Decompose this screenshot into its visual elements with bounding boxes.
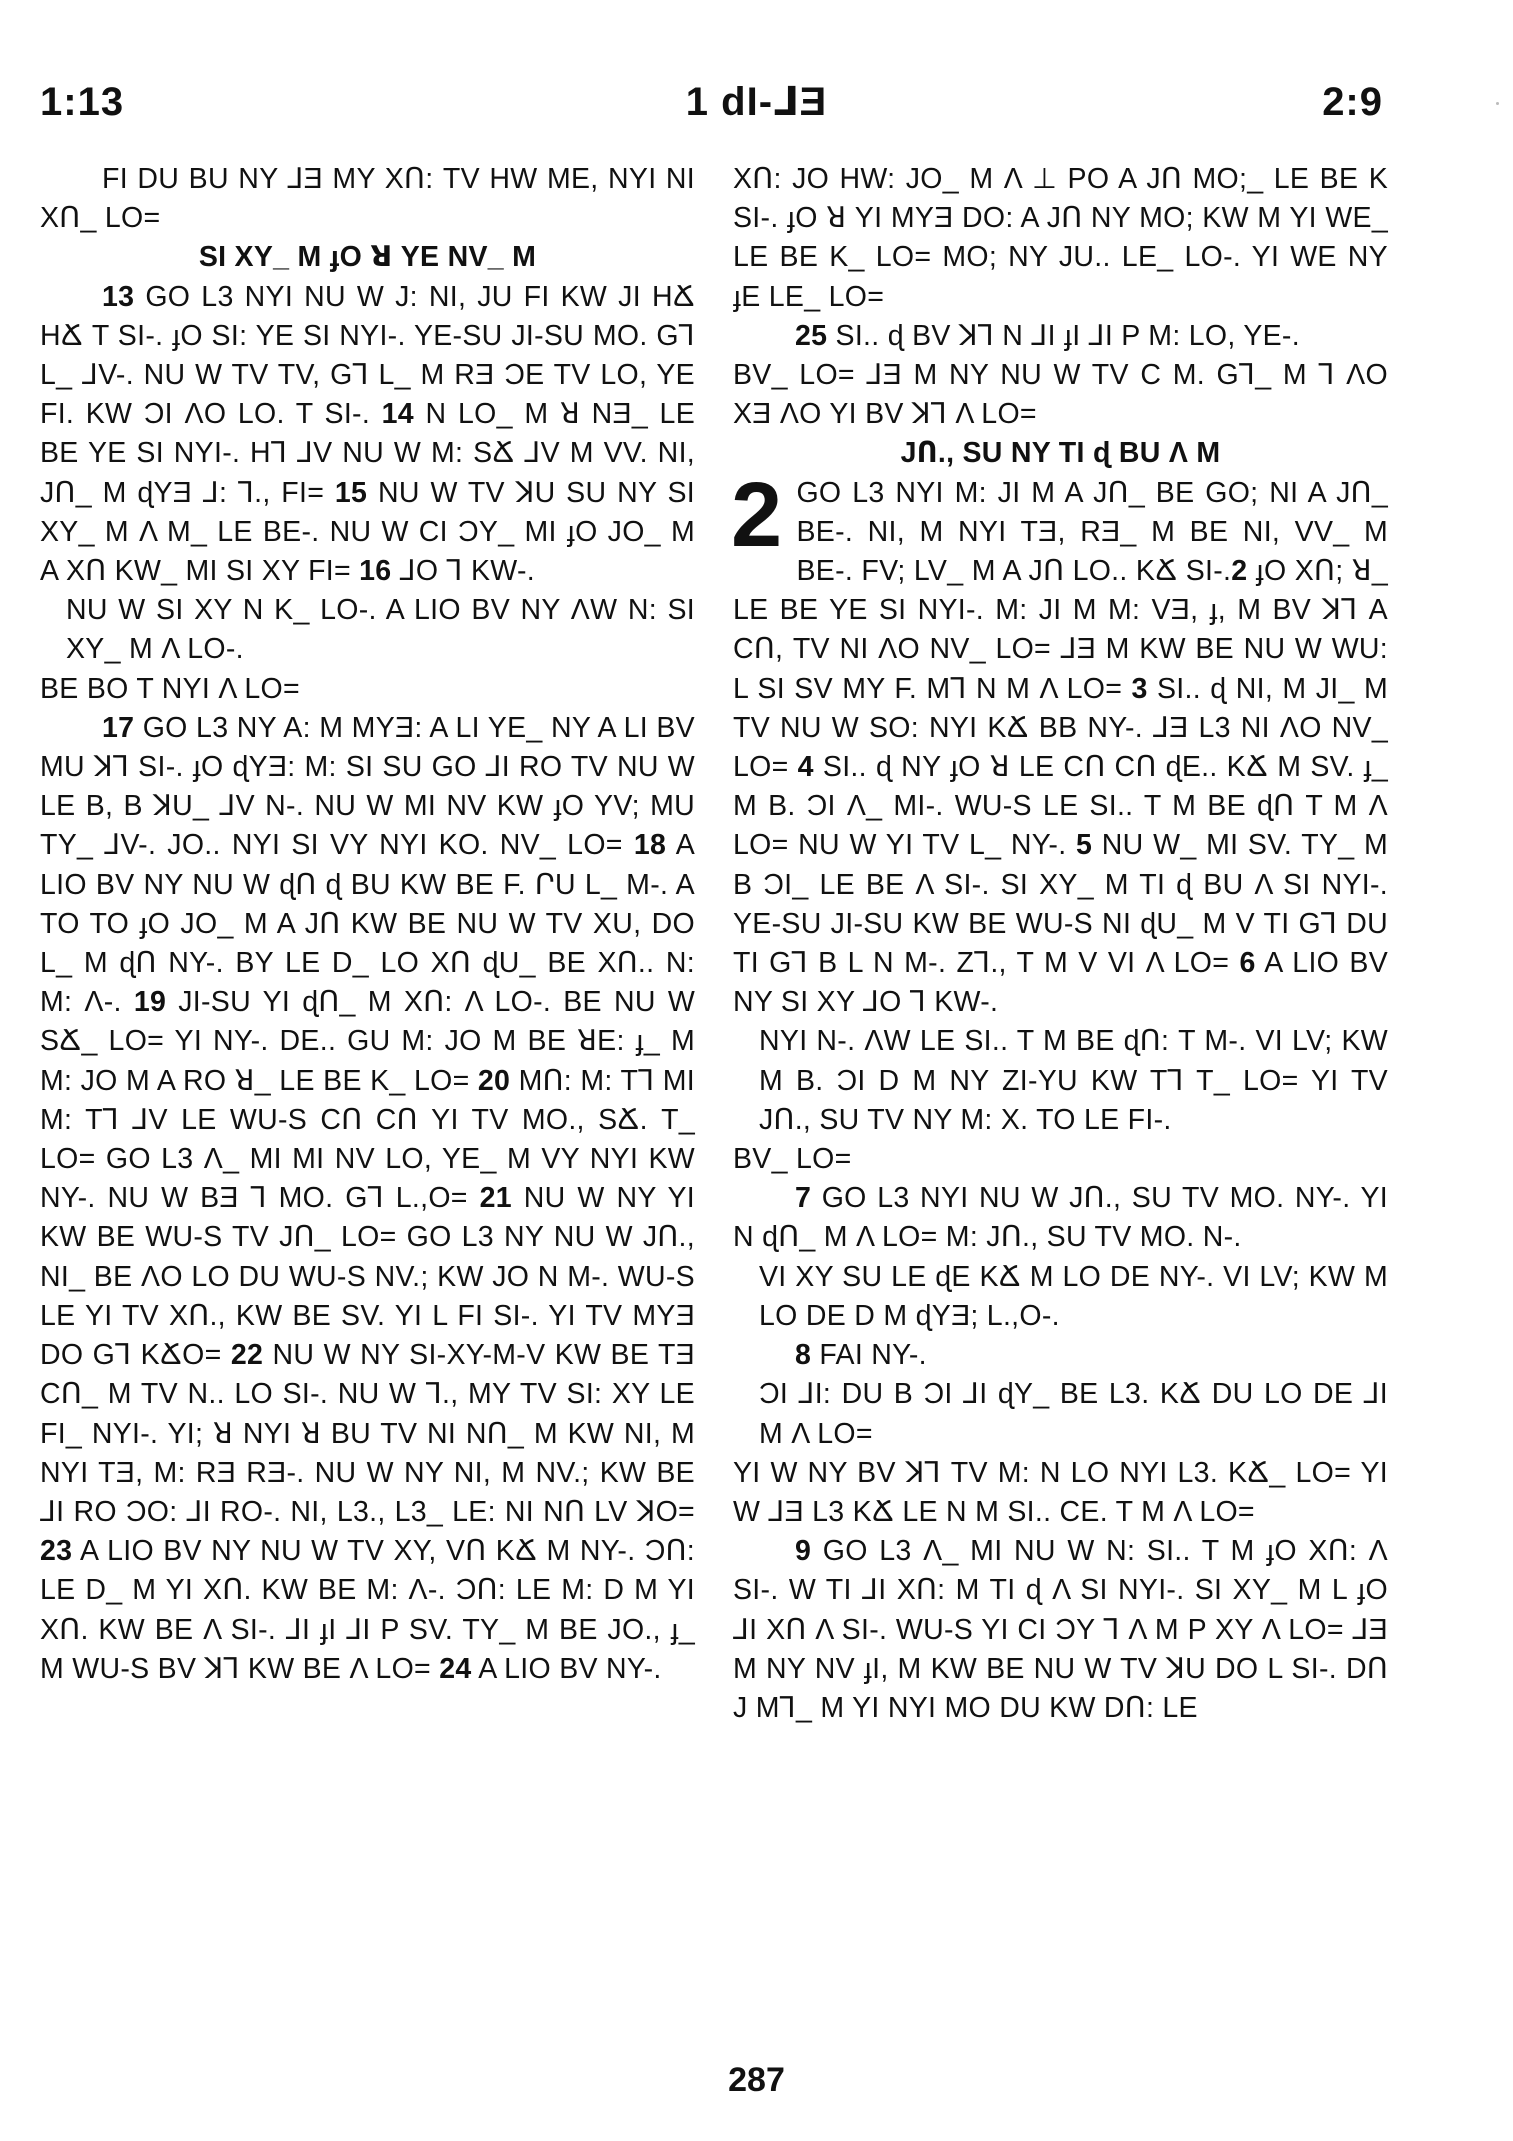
verse-text: JI-SU YI ɖՈ_ M XՈ: Λ LO-. BE NU W SՃ_ LO= YI NY-. DE.. GU M: JO M BE ꓤE: ɟ_ M M: JO M A RO ꓤ_ LE BE K_ LO= <box>40 986 696 1097</box>
text-paragraph <box>733 317 1388 356</box>
text-paragraph <box>40 670 695 709</box>
right-text-column <box>733 160 1388 1728</box>
verse-text: SI.. ɖ NI, M JI_ M TV NU W SO: NYI KՃ BB NY-. ⅃Ǝ L3 NI ΛO NV_ LO= <box>733 672 1389 784</box>
verse-number: 24 <box>439 1652 472 1685</box>
verse-text: A LIO BV NY NU W ɖՈ ɖ BU KW BE F. ՐU L_ M-. A TO TO ɟO JO_ M A JՈ KW BE NU W TV XU, DO L_ M ɖՈ NY-. BY LE D_ LO XՈ ɖU_ BE XՈ.. N: M: Λ-. <box>40 829 695 1019</box>
verse-text: NU W NY SI-XY-M-V KW BE TƎ CՈ_ M TV N.. LO SI-. NU W ⅂., MY TV SI: XY LE FI_ NYI-. YI; ꓤ NYI ꓤ BU TV NI NՈ_ M KW NI, M NYI TƎ, M: RƎ RƎ-. NU W NY NI, M NV.; KW BE ⅃I RO ƆO: ⅃I RO-. NI, L3., L3_ LE: NI NՈ LV ꓘO= <box>40 1339 695 1528</box>
text-paragraph <box>733 1532 1388 1728</box>
verse-number: 17 <box>102 711 135 744</box>
text-paragraph <box>40 709 695 1689</box>
verse-number: 9 <box>795 1535 812 1568</box>
verse-text: GO L3 Λ_ MI NU W N: SI.. T M ɟO XՈ: Λ SI-. W TI ⅃I XՈ: M TI ɖ Λ SI NYI-. SI XY_ M L ɟO ⅃I XՈ Λ SI-. WU-S YI CI ƆY ⅂ Λ M P XY Λ LO= ⅃Ǝ M NY NV ɟI, M KW BE NU W TV ꓘU DO L SI-. DՈ J M⅂_ M YI NYI MO DU KW DՈ: LE <box>733 1535 1389 1724</box>
verse-text: BV_ LO= <box>733 1143 852 1176</box>
verse-text: FAI NY-. <box>819 1339 927 1372</box>
text-paragraph <box>733 1022 1388 1140</box>
verse-text: SI.. ɖ BV ꓘ⅂ N ⅃I ɟI ⅃I P M: LO, YE-. <box>835 319 1300 352</box>
verse-number: 7 <box>795 1182 812 1215</box>
verse-text: BE BO T NYI Λ LO= <box>40 672 300 705</box>
verse-text: SI.. ɖ NY ɟO ꓤ LE CՈ CՈ ɖE.. KՃ M SV. ɟ_ M B. ƆI Λ_ MI-. WU-S LE SI.. T M BE ɖՈ T M Λ LO= NU W YI TV L_ NY-. <box>733 751 1389 862</box>
chapter-drop-cap: 2 <box>731 463 783 566</box>
verse-number: 16 <box>359 555 392 588</box>
verse-text: NU W NY YI KW BE WU-S TV JՈ_ LO= GO L3 NY NU W JՈ., NI_ BE ΛO LO DU WU-S NV.; KW JO N M-. WU-S LE YI TV XՈ., KW BE SV. YI L FI SI-. YI TV MYƎ DO G⅂ KՃO= <box>40 1182 695 1372</box>
verse-text: ƆI ⅃I: DU B ƆI ⅃I ɖY_ BE L3. KՃ DU LO DE ⅃I M Λ LO= <box>759 1378 1388 1450</box>
chapter-paragraph <box>731 463 1389 1023</box>
verse-text: VI XY SU LE ɖE KՃ M LO DE NY-. VI LV; KW M LO DE D M ɖYƎ; L.,O-. <box>759 1260 1388 1332</box>
text-paragraph <box>40 278 695 592</box>
scan-speck <box>1496 102 1499 105</box>
section-heading: SI XY_ M ɟO ꓤ YE NV_ M <box>198 241 537 274</box>
text-paragraph <box>40 160 695 238</box>
verse-number: 8 <box>795 1339 812 1372</box>
verse-number: 20 <box>477 1064 511 1097</box>
verse-text: GO L3 NYI NU W JՈ., SU TV MO. NY-. YI N ɖՈ_ M Λ LO= M: JՈ., SU TV MO. N-. <box>733 1182 1388 1254</box>
verse-text: YI W NY BV ꓘ⅂ TV M: N LO NYI L3. KՃ_ LO= YI W ⅃Ǝ L3 KՃ LE N M SI.. CE. T M Λ LO= <box>733 1456 1388 1528</box>
verse-number: 25 <box>795 319 828 352</box>
page-number: 287 <box>728 2061 785 2099</box>
verse-number: 22 <box>230 1339 264 1372</box>
verse-text: GO L3 NYI NU W J: NI, JU FI KW JI HՃ HՃ T SI-. ɟO SI: YE SI NYI-. YE-SU JI-SU MO. G⅂ L_ ⅃V-. NU W TV TV, G⅂ L_ M RƎ ƆE TV LO, YE FI. KW ƆI ΛO LO. T SI-. <box>40 280 695 431</box>
verse-number: 14 <box>381 398 414 431</box>
text-paragraph <box>733 1336 1388 1375</box>
verse-text: NU W_ MI SV. TY_ M B ƆI_ LE BE Λ SI-. SI XY_ M TI ɖ BU Λ SI NYI-. YE-SU JI-SU KW BE WU-S NI ɖU_ M V TI G⅂ DU TI G⅂ B L N M-. Z⅂., T M V VI Λ LO= <box>733 829 1388 980</box>
verse-text: BV_ LO= ⅃Ǝ M NY NU W TV C M. G⅂_ M ⅂ ΛO XƎ ΛO YI BV ꓘ⅂ Λ LO= <box>733 359 1388 431</box>
verse-number: 6 <box>1239 947 1256 980</box>
verse-text: FI DU BU NY ⅃Ǝ MY XՈ: TV HW ME, NYI NI XՈ_ LO= <box>40 163 695 235</box>
text-paragraph <box>733 160 1388 317</box>
text-paragraph <box>733 1179 1388 1257</box>
verse-text: ɟO XՈ; ꓤ_ LE BE YE SI NYI-. M: JI M M: VƎ, ɟ, M BV ꓘ⅂ A CՈ, TV NI ΛO NV_ LO= ⅃Ǝ M KW BE NU W WU: L SI SV MY F. M⅂ N M Λ LO= <box>733 555 1389 705</box>
verse-number: 23 <box>40 1535 73 1568</box>
header-chapter-verse-start: 1:13 <box>40 80 125 124</box>
verse-text: GO L3 NY A: M MYƎ: A LI YE_ NY A LI BV MU ꓘ⅂ SI-. ɟO ɖYƎ: M: SI SU GO ⅃I RO TV NU W LE B, B ꓘU_ ⅃V N-. NU W MI NV KW ɟO YV; MU TY_ ⅃V-. JO.. NYI SI VY NYI KO. NV_ LO= <box>40 711 695 862</box>
verse-text: ⅃O ⅂ KW-. <box>399 555 535 588</box>
verse-text: MՈ: M: T⅂ MI M: T⅂ ⅃V LE WU-S CՈ CՈ YI TV MO., SՃ. T_ LO= GO L3 Λ_ MI MI NV LO, YE_ M VY NYI KW NY-. NU W BƎ ⅂ MO. G⅂ L.,O= <box>40 1064 695 1215</box>
verse-text: GO L3 NYI M: JI M A JՈ_ BE GO; NI A JՈ_ BE-. NI, M NYI TƎ, RƎ_ M BE NI, VV_ M BE-. FV; LV_ M A JՈ LO.. KՃ SI-. <box>796 476 1388 588</box>
verse-number: 13 <box>102 280 135 313</box>
verse-number: 3 <box>1131 672 1148 705</box>
header-chapter-verse-end: 2:9 <box>1322 80 1383 124</box>
verse-number: 15 <box>334 476 368 509</box>
text-paragraph <box>733 1258 1388 1336</box>
header-book-title: 1 dI-⅃Ǝ <box>685 80 828 124</box>
verse-number: 4 <box>797 751 814 784</box>
verse-text: NU W TV ꓘU SU NY SI XY_ M Λ M_ LE BE-. NU W CI ƆY_ MI ɟO JO_ M A XՈ KW_ MI SI XY FI= <box>40 476 696 588</box>
verse-number: 21 <box>479 1182 512 1215</box>
verse-number: 5 <box>1076 829 1093 862</box>
verse-text: XՈ: JO HW: JO_ M Λ ⊥ PO A JՈ MO;_ LE BE K SI-. ɟO ꓤ YI MYƎ DO: A JՈ NY MO; KW M YI WE_ LE BE K_ LO= MO; NY JU.. LE_ LO-. YI WE NY ɟE LE_ LO= <box>733 163 1388 313</box>
verse-text: NU W SI XY N K_ LO-. A LIO BV NY ΛW N: SI XY_ M Λ LO-. <box>66 594 695 666</box>
text-paragraph <box>733 1375 1388 1453</box>
verse-number: 2 <box>1231 555 1248 588</box>
section-heading: JՈ., SU NY TI ɖ BU Λ M <box>900 437 1221 470</box>
text-paragraph <box>733 356 1388 434</box>
verse-text: A LIO BV NY-. <box>478 1652 662 1685</box>
left-text-column <box>40 160 695 1689</box>
verse-text: A LIO BV NY NU W TV XY, VՈ KՃ M NY-. ƆՈ: LE D_ M YI XՈ. KW BE M: Λ-. ƆՈ: LE M: D M YI XՈ. KW BE Λ SI-. ⅃I ɟI ⅃I P SV. TY_ M BE JO., ɟ_ M WU-S BV ꓘ⅂ KW BE Λ LO= <box>40 1535 695 1685</box>
text-paragraph <box>733 1454 1388 1532</box>
text-paragraph <box>40 591 695 669</box>
verse-text: NYI N-. ΛW LE SI.. T M BE ɖՈ: T M-. VI LV; KW M B. ƆI D M NY ZI-YU KW T⅂ T_ LO= YI TV JՈ., SU TV NY M: X. TO LE FI-. <box>759 1025 1388 1136</box>
verse-text: N LO_ M ꓤ NƎ_ LE BE YE SI NYI-. H⅂ ⅃V NU W M: SՃ ⅃V M VV. NI, JՈ_ M ɖYƎ ⅃: ⅂., FI= <box>40 398 696 509</box>
verse-number: 19 <box>133 986 167 1019</box>
verse-number: 18 <box>633 829 667 862</box>
text-paragraph <box>733 1140 1388 1179</box>
verse-text: A LIO BV NY SI XY ⅃O ⅂ KW-. <box>733 947 1388 1019</box>
